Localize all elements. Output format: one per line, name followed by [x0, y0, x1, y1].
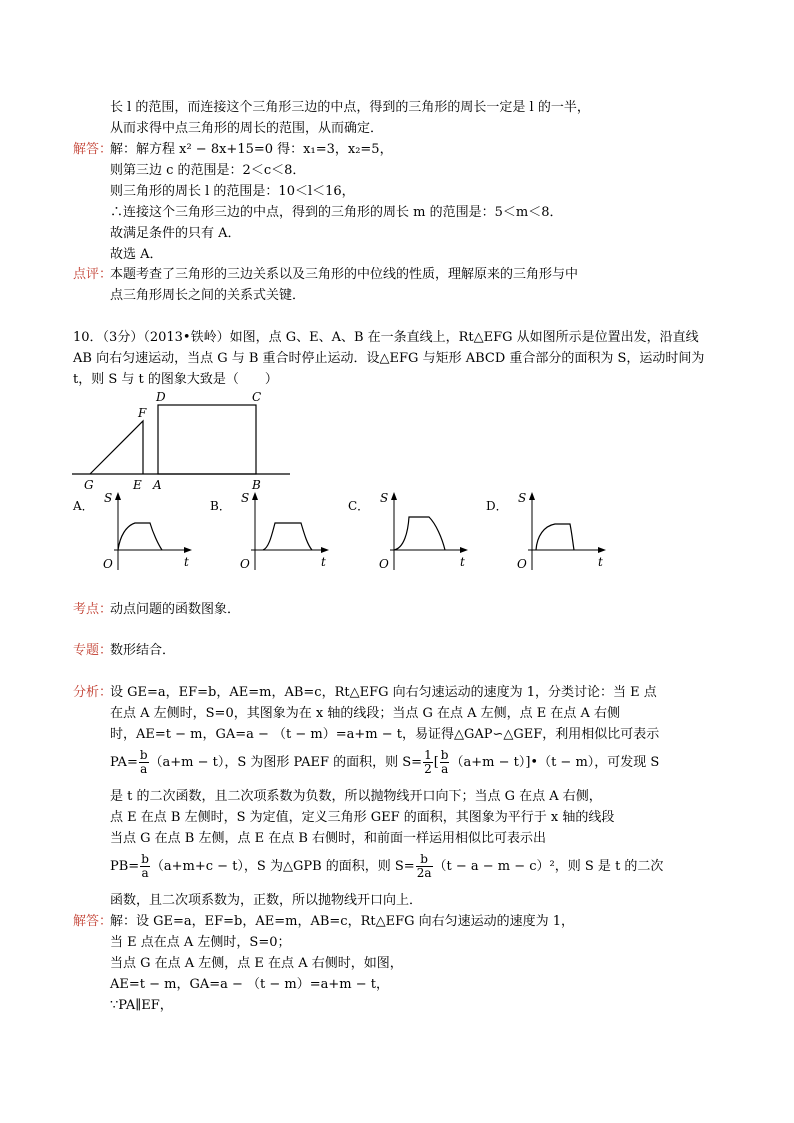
option-a-graph — [96, 488, 198, 574]
question-line: 10．（3分）（2013•铁岭）如图，点 G、E、A、B 在一条直线上，Rt△EFG 从如图所示是位置出发，沿直线 — [73, 330, 699, 345]
text-line: 则第三边 c 的范围是：2＜c＜8． — [110, 163, 306, 178]
option-b-graph — [233, 488, 335, 574]
svg-text:O: O — [240, 557, 250, 571]
label-d: D — [156, 390, 166, 404]
option-d-label: D． — [486, 499, 508, 513]
svg-text:O: O — [103, 557, 113, 571]
curve-b — [263, 523, 312, 550]
text-line: 点三角形周长之间的关系式关键． — [110, 288, 306, 303]
svg-text:t: t — [598, 555, 603, 569]
label-a: A — [153, 478, 162, 492]
label-c: C — [252, 390, 262, 404]
option-c-graph — [372, 488, 474, 574]
text-line: 点 E 在点 B 左侧时，S 为定值，定义三角形 GEF 的面积，其图象为平行于 x 轴的线段 — [110, 810, 615, 825]
text-line-with-fractions: PA= $\frac{b}{a}$ （a+m − t），S 为图形 PAEF 的面积，则 S= $\frac{1}{2}$ [ $\frac{b}{a}$ （a+m − t）]•（t − m），可发现 S — [110, 748, 660, 776]
answer-label: 解答： — [73, 142, 113, 157]
option-b-label: B． — [210, 499, 231, 513]
svg-text:S: S — [380, 491, 389, 505]
geometry-figure — [70, 388, 300, 494]
svg-text:O: O — [379, 557, 389, 571]
kaodian-label: 考点： — [73, 602, 113, 617]
svg-text:O: O — [517, 557, 527, 571]
text-line: 长 l 的范围，而连接这个三角形三边的中点，得到的三角形的周长一定是 l 的一半， — [110, 100, 590, 115]
question-line: AB 向右匀速运动，当点 G 与 B 重合时停止运动．设△EFG 与矩形 ABCD 重合部分的面积为 S，运动时间为 — [73, 351, 705, 366]
text-line: 函数，且二次项系数为，正数，所以抛物线开口向上． — [110, 893, 423, 908]
fenxi-label: 分析： — [73, 685, 113, 700]
text-line: 解：设 GE=a，EF=b，AE=m，AB=c，Rt△EFG 向右匀速运动的速度为 1， — [110, 914, 575, 929]
comment-label: 点评： — [73, 267, 113, 282]
text-line-with-fractions: PB= $\frac{b}{a}$ （a+m+c − t），S 为△GPB 的面积，则 S= $\frac{b}{2a}$ （t − a − m − c）²，则 S 是 t 的二次 — [110, 852, 664, 880]
text-line: 故满足条件的只有 A． — [110, 226, 241, 241]
zhuanti-label: 专题： — [73, 643, 113, 658]
text-line: 从而求得中点三角形的周长的范围，从而确定． — [110, 121, 384, 136]
text-line: 当点 G 在点 B 左侧，点 E 在点 B 右侧时，和前面一样运用相似比可表示出 — [110, 831, 547, 846]
label-e: E — [133, 478, 142, 492]
kaodian-text: 动点问题的函数图象． — [110, 602, 241, 617]
rectangle-abcd — [158, 405, 256, 474]
text-line: 则三角形的周长 l 的范围是：10＜l＜16， — [110, 184, 355, 199]
option-c-label: C． — [348, 499, 370, 513]
jieda-label: 解答： — [73, 914, 113, 929]
svg-text:t: t — [321, 555, 326, 569]
curve-c — [394, 517, 445, 550]
text-line: 设 GE=a，EF=b，AE=m，AB=c，Rt△EFG 向右匀速运动的速度为 1，分类讨论：当 E 点 — [110, 685, 657, 700]
text-line: 在点 A 左侧时，S=0，其图象为在 x 轴的线段；当点 G 在点 A 左侧，点 E 在点 A 右侧 — [110, 706, 621, 721]
option-d-graph — [510, 488, 612, 574]
text-line: 是 t 的二次函数，且二次项系数为负数，所以抛物线开口向下；当点 G 在点 A 右侧， — [110, 789, 602, 804]
text-line: 时，AE=t − m，GA=a − （t − m）=a+m − t，易证得△GAP∽△GEF，利用相似比可表示 — [110, 727, 660, 742]
svg-text:S: S — [518, 491, 527, 505]
label-g: G — [84, 478, 94, 492]
zhuanti-text: 数形结合． — [110, 643, 176, 658]
text-line: 当 E 点在点 A 左侧时，S=0； — [110, 935, 291, 950]
label-f: F — [138, 406, 147, 420]
text-line: 故选 A． — [110, 247, 163, 262]
svg-text:S: S — [104, 491, 113, 505]
question-line: t，则 S 与 t 的图象大致是（ ） — [73, 372, 278, 387]
svg-text:S: S — [241, 491, 250, 505]
curve-d — [536, 524, 574, 550]
text-line: AE=t − m，GA=a − （t − m）=a+m − t， — [110, 977, 390, 992]
svg-text:t: t — [184, 555, 189, 569]
svg-text:t: t — [460, 555, 465, 569]
label-b: B — [252, 478, 261, 492]
triangle-efg — [90, 421, 143, 474]
text-line: 当点 G 在点 A 左侧，点 E 在点 A 右侧时，如图， — [110, 956, 403, 971]
curve-a — [118, 523, 162, 550]
option-a-label: A． — [73, 499, 94, 513]
text-line: ∵PA∥EF， — [110, 998, 173, 1013]
text-line: ∴连接这个三角形三边的中点，得到的三角形的周长 m 的范围是：5＜m＜8． — [110, 205, 563, 220]
text-line: 解：解方程 x² − 8x+15=0 得：x₁=3，x₂=5， — [110, 142, 393, 157]
text-line: 本题考查了三角形的三边关系以及三角形的中位线的性质，理解原来的三角形与中 — [110, 267, 579, 282]
